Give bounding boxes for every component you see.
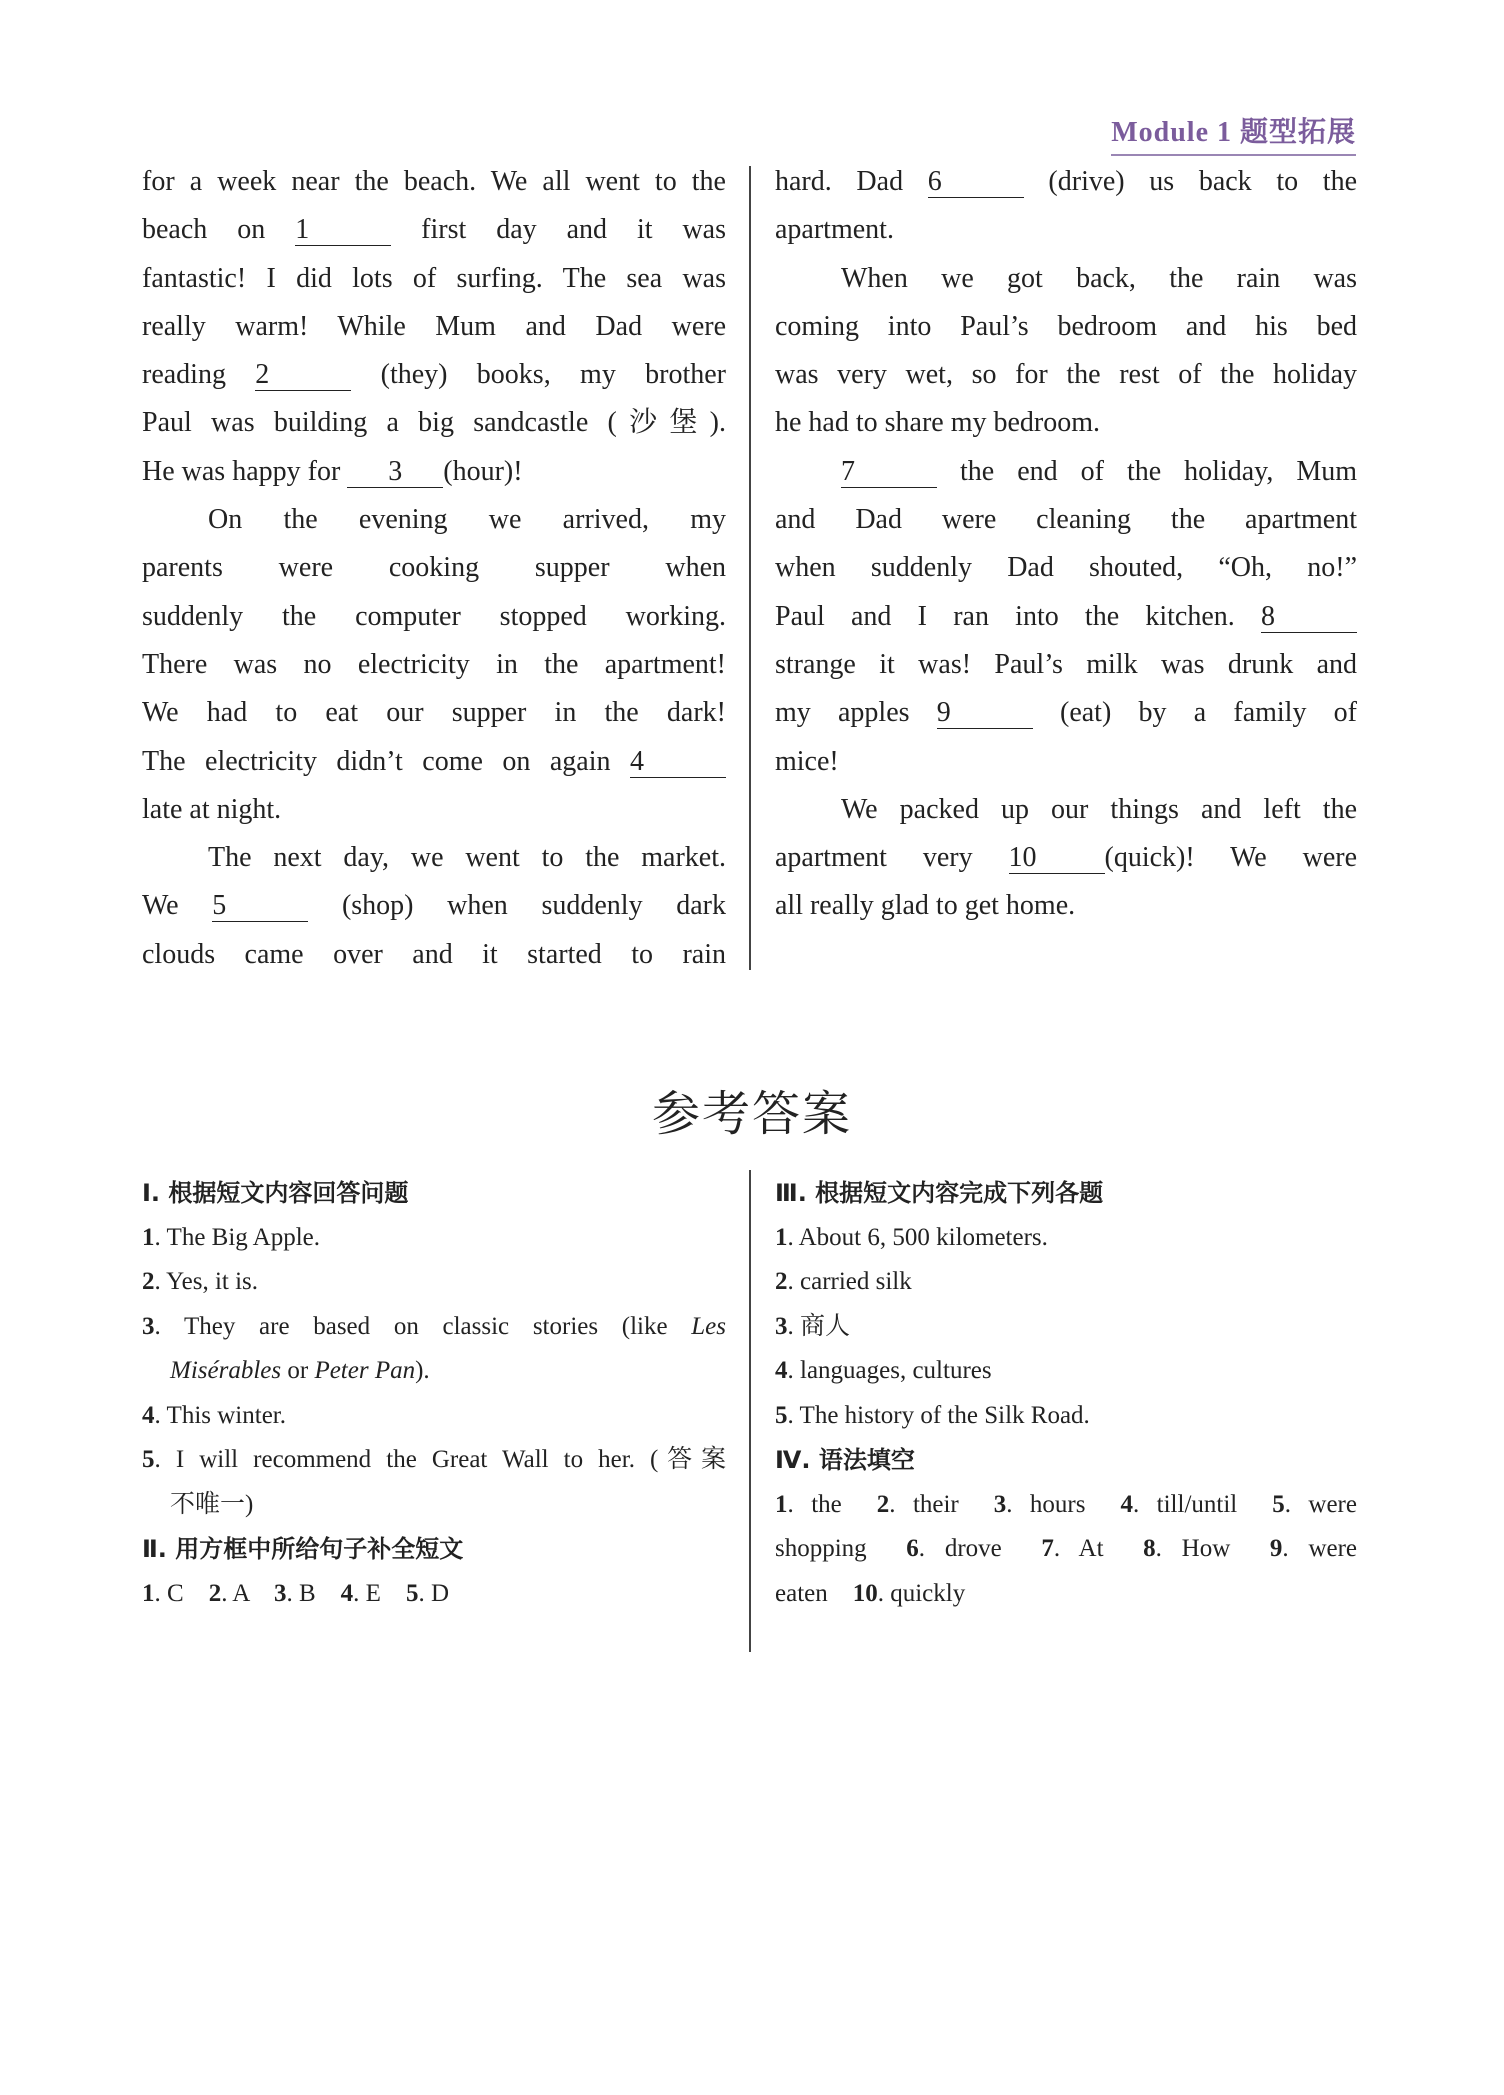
text-line: [142, 303, 726, 351]
text-segment: coming into Paul’s bedroom and his bed: [775, 310, 1357, 342]
text-line: [142, 931, 726, 979]
text-line: [775, 1394, 1357, 1439]
section-heading: [775, 1438, 1357, 1483]
text-line: [142, 351, 726, 399]
answer-blank: 8: [1261, 602, 1357, 633]
answer-blank: 10: [1009, 843, 1105, 874]
text-segment: Paul and I ran into the kitchen.: [775, 600, 1261, 632]
text-segment: We packed up our things and left the: [841, 793, 1357, 825]
text-segment: 不唯一): [170, 1490, 254, 1518]
answer-blank: 6: [928, 167, 1024, 198]
item-number: 5: [1272, 1490, 1285, 1518]
text-segment: . They are based on classic stories (like: [154, 1312, 692, 1340]
text-line: [142, 255, 726, 303]
section-heading: [775, 1171, 1357, 1216]
text-segment: There was no electricity in the apartment!: [142, 648, 726, 680]
text-segment: my apples: [775, 697, 937, 729]
text-line: [775, 1349, 1357, 1394]
item-number: 1: [142, 1579, 155, 1607]
passage-left-column: [142, 158, 726, 979]
text-line: [775, 786, 1357, 834]
text-line: [142, 1572, 726, 1617]
item-number: 1: [775, 1223, 788, 1251]
answer-blank: 4: [630, 747, 726, 778]
item-number: 2: [208, 1579, 222, 1607]
text-line: [142, 738, 726, 786]
text-line: [775, 448, 1357, 496]
item-number: 4: [340, 1579, 354, 1607]
text-segment: hard. Dad: [775, 166, 928, 197]
item-number: 3: [775, 1312, 788, 1340]
item-number: 2: [876, 1490, 890, 1518]
text-segment: (eat) by a family of: [1032, 697, 1358, 729]
item-number: 2: [775, 1268, 788, 1295]
item-number: 1: [142, 1223, 155, 1251]
answer-blank: 7: [841, 457, 937, 488]
text-line: [142, 689, 726, 737]
text-segment: (shop) when suddenly dark: [308, 890, 726, 922]
text-segment: the end of the holiday, Mum: [937, 455, 1357, 487]
item-number: 5: [142, 1446, 155, 1473]
text-segment: . hours: [1006, 1490, 1121, 1518]
text-segment: . A: [221, 1579, 274, 1607]
text-segment: We had to eat our supper in the dark!: [142, 697, 726, 729]
text-line: [775, 206, 1357, 254]
text-segment: Ⅱ. 用方框中所给句子补全短文: [142, 1535, 464, 1563]
item-number: 10: [852, 1579, 878, 1607]
item-number: 3: [273, 1579, 287, 1607]
text-line: [775, 738, 1357, 786]
text-line: [775, 255, 1357, 303]
answers-divider: [749, 1170, 751, 1652]
answer-blank: 1: [295, 215, 391, 246]
answer-blank: 9: [937, 698, 1033, 729]
text-segment: . How: [1155, 1535, 1270, 1562]
text-segment: parents were cooking supper when: [142, 552, 726, 584]
text-segment: for a week near the beach. We all went to the: [142, 166, 726, 197]
text-line: [142, 496, 726, 544]
text-segment: apartment.: [775, 214, 894, 246]
text-segment: (hour)!: [443, 455, 523, 487]
text-segment: (drive) us back to the: [1023, 166, 1358, 197]
text-line: [142, 882, 726, 930]
text-segment: . About 6, 500 kilometers.: [787, 1223, 1048, 1251]
item-number: 9: [1269, 1535, 1283, 1562]
text-segment: . I will recommend the Great Wall to her. (答案: [154, 1446, 726, 1473]
item-number: 5: [775, 1401, 788, 1429]
text-segment: . Yes, it is.: [154, 1268, 259, 1295]
text-segment: (quick)! We were: [1104, 842, 1358, 874]
text-line: [775, 1260, 1357, 1305]
italic-title: Misérables: [170, 1357, 282, 1384]
text-line: [142, 399, 726, 447]
text-segment: strange it was! Paul’s milk was drunk and: [775, 648, 1357, 680]
text-segment: all really glad to get home.: [775, 890, 1076, 922]
column-divider: [749, 166, 751, 970]
text-line: [775, 544, 1357, 592]
text-segment: . E: [353, 1579, 406, 1607]
passage-right-column: [775, 158, 1357, 931]
text-segment: reading: [142, 359, 256, 391]
item-number: 4: [775, 1357, 788, 1384]
text-segment: late at night.: [142, 793, 282, 825]
text-segment: first day and it was: [391, 214, 726, 246]
text-segment: . The history of the Silk Road.: [787, 1401, 1090, 1429]
text-line: [142, 834, 726, 882]
text-segment: He was happy for: [142, 455, 348, 487]
text-segment: . 商人: [787, 1312, 851, 1340]
text-segment: fantastic! I did lots of surfing. The sea was: [142, 262, 726, 294]
text-segment: when suddenly Dad shouted, “Oh, no!”: [775, 552, 1357, 584]
text-segment: suddenly the computer stopped working.: [142, 600, 726, 632]
item-number: 5: [405, 1579, 419, 1607]
text-segment: . C: [154, 1579, 209, 1607]
text-line: [775, 689, 1357, 737]
text-line: [775, 1572, 1357, 1617]
text-line: [775, 593, 1357, 641]
text-segment: Paul was building a big sandcastle (沙堡).: [142, 407, 726, 439]
text-segment: Ⅰ. 根据短文内容回答问题: [142, 1179, 409, 1207]
italic-title: Peter Pan: [314, 1357, 416, 1384]
text-segment: was very wet, so for the rest of the holiday: [775, 359, 1357, 391]
text-line: [142, 1216, 726, 1261]
text-segment: mice!: [775, 745, 839, 777]
text-segment: clouds came over and it started to rain: [142, 938, 726, 970]
item-number: 7: [1041, 1535, 1054, 1562]
text-segment: and Dad were cleaning the apartment: [775, 504, 1357, 536]
text-line: [775, 158, 1357, 206]
text-line: [775, 351, 1357, 399]
item-number: 8: [1143, 1535, 1156, 1562]
text-segment: he had to share my bedroom.: [775, 407, 1101, 439]
text-line: [142, 544, 726, 592]
text-line: [775, 496, 1357, 544]
text-line: [142, 158, 726, 206]
text-segment: When we got back, the rain was: [841, 262, 1357, 294]
text-segment: . This winter.: [154, 1401, 286, 1429]
text-line: [142, 448, 726, 496]
text-segment: (they) books, my brother: [351, 359, 726, 391]
text-segment: . languages, cultures: [787, 1357, 992, 1384]
answer-blank: 2: [255, 360, 351, 391]
text-segment: The electricity didn’t come on again: [142, 745, 630, 777]
text-segment: . the: [787, 1490, 877, 1518]
text-segment: apartment very: [775, 842, 1009, 874]
section-heading: [142, 1527, 726, 1572]
text-segment: . At: [1053, 1535, 1144, 1562]
answers-right-column: [775, 1171, 1357, 1616]
item-number: 3: [993, 1490, 1007, 1518]
text-line: [142, 641, 726, 689]
text-line: [142, 1305, 726, 1350]
text-segment: . B: [286, 1579, 341, 1607]
item-number: 2: [142, 1268, 155, 1295]
text-line: [775, 641, 1357, 689]
text-line: [142, 1349, 726, 1394]
text-line: [142, 1483, 726, 1528]
text-segment: shopping: [775, 1535, 907, 1562]
text-line: [775, 399, 1357, 447]
text-segment: . till/until: [1132, 1490, 1273, 1518]
text-line: [775, 1527, 1357, 1572]
text-line: [142, 1260, 726, 1305]
text-segment: . D: [418, 1579, 450, 1607]
text-segment: We: [142, 890, 213, 922]
text-segment: . their: [889, 1490, 994, 1518]
text-segment: . quickly: [877, 1579, 966, 1607]
text-segment: . drove: [918, 1535, 1042, 1562]
section-heading: [142, 1171, 726, 1216]
text-segment: On the evening we arrived, my: [208, 504, 726, 536]
text-line: [775, 1483, 1357, 1528]
item-number: 6: [906, 1535, 919, 1562]
text-line: [775, 834, 1357, 882]
text-segment: really warm! While Mum and Dad were: [142, 310, 726, 342]
item-number: 4: [142, 1401, 155, 1429]
item-number: 1: [775, 1490, 788, 1518]
item-number: 4: [1120, 1490, 1133, 1518]
text-line: [775, 1216, 1357, 1261]
text-segment: . were: [1284, 1490, 1357, 1518]
italic-title: Les: [691, 1312, 726, 1340]
text-segment: Ⅳ. 语法填空: [775, 1446, 915, 1474]
text-segment: beach on: [142, 214, 296, 246]
text-segment: . The Big Apple.: [154, 1223, 321, 1251]
answer-blank: 5: [212, 891, 308, 922]
text-line: [142, 786, 726, 834]
text-line: [142, 1394, 726, 1439]
text-segment: Ⅲ. 根据短文内容完成下列各题: [775, 1179, 1104, 1207]
module-header: Module 1 题型拓展: [1111, 110, 1356, 156]
text-line: [142, 206, 726, 254]
text-segment: . were: [1282, 1535, 1358, 1562]
text-line: [775, 882, 1357, 930]
text-segment: The next day, we went to the market.: [208, 842, 726, 874]
answer-blank: 3: [347, 457, 443, 488]
text-segment: or: [281, 1357, 315, 1384]
text-line: [775, 1305, 1357, 1350]
text-segment: ).: [415, 1357, 430, 1384]
answers-title: 参考答案: [651, 1086, 852, 1142]
item-number: 3: [142, 1312, 155, 1340]
text-segment: . carried silk: [787, 1268, 912, 1295]
answers-left-column: [142, 1171, 726, 1616]
text-line: [142, 593, 726, 641]
text-line: [775, 303, 1357, 351]
text-line: [142, 1438, 726, 1483]
text-segment: eaten: [775, 1579, 853, 1607]
